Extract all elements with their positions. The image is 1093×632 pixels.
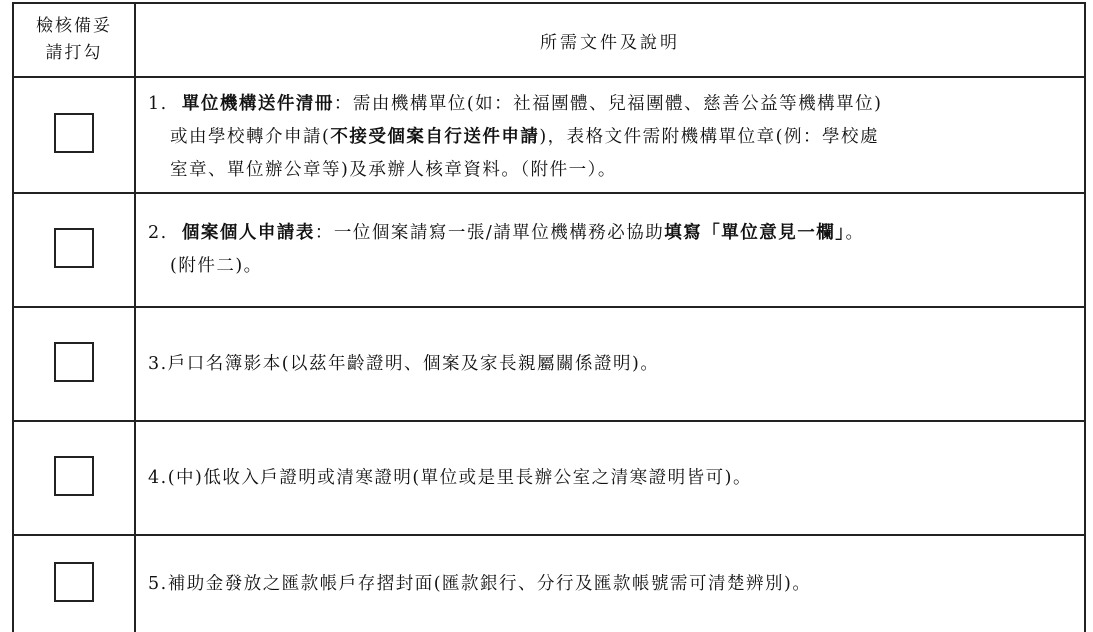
item-3-description: 3.戶口名簿影本(以茲年齡證明、個案及家長親屬關係證明)。 — [135, 307, 1085, 421]
checkbox-cell — [13, 77, 135, 193]
item-2-title: 個案個人申請表 — [181, 223, 315, 243]
item-1-line2 — [148, 121, 1074, 154]
checkbox-item-4[interactable] — [54, 456, 94, 496]
table-row — [13, 421, 1085, 535]
checkbox-cell — [13, 193, 135, 307]
item-1-text-b: 或由學校轉介申請( — [170, 126, 331, 147]
checkbox-item-2[interactable] — [54, 228, 94, 268]
item-1-description — [135, 77, 1085, 193]
item-5-description: 5.補助金發放之匯款帳戶存摺封面(匯款銀行、分行及匯款帳號需可清楚辨別)。 — [135, 535, 1085, 632]
checkbox-cell — [13, 535, 135, 632]
checkbox-cell — [13, 421, 135, 535]
item-2-text-a: ：一位個案請寫一張/請單位機構務必協助 — [314, 223, 665, 243]
table-row — [13, 77, 1085, 193]
item-2-line2: (附件二)。 — [170, 256, 263, 276]
document-checklist-table — [12, 2, 1086, 632]
item-2-description — [135, 193, 1085, 307]
item-1-number: 1. — [148, 93, 168, 114]
checkbox-cell — [13, 307, 135, 421]
checkbox-item-1[interactable] — [54, 113, 94, 153]
description-column-header: 所需文件及說明 — [135, 3, 1085, 77]
check-column-header — [13, 3, 135, 77]
item-2-text-b: 。 — [845, 223, 865, 243]
item-1-line3: 室章、單位辦公章等)及承辦人核章資料。（附件一）。 — [170, 159, 617, 180]
checkbox-item-5[interactable] — [54, 562, 94, 602]
table-row — [13, 307, 1085, 421]
item-2-line1 — [148, 217, 1074, 250]
item-1-text-a: ：需由機構單位(如：社福團體、兒福團體、慈善公益等機構單位) — [333, 93, 883, 114]
item-1-emphasis: 不接受個案自行送件申請 — [330, 126, 540, 147]
item-1-line1 — [148, 88, 1074, 121]
header-row — [13, 3, 1085, 77]
check-header-line2: 請打勾 — [45, 43, 103, 63]
check-header-line1: 檢核備妥 — [36, 16, 112, 36]
table-row — [13, 193, 1085, 307]
item-4-description: 4.(中)低收入戶證明或清寒證明(單位或是里長辦公室之清寒證明皆可)。 — [135, 421, 1085, 535]
item-2-number: 2. — [148, 223, 168, 243]
item-1-title: 單位機構送件清冊 — [181, 93, 334, 114]
table-row — [13, 535, 1085, 632]
checkbox-item-3[interactable] — [54, 342, 94, 382]
item-2-emphasis: 填寫「單位意見一欄」 — [664, 223, 846, 243]
item-1-text-c: )，表格文件需附機構單位章(例：學校處 — [539, 126, 879, 147]
